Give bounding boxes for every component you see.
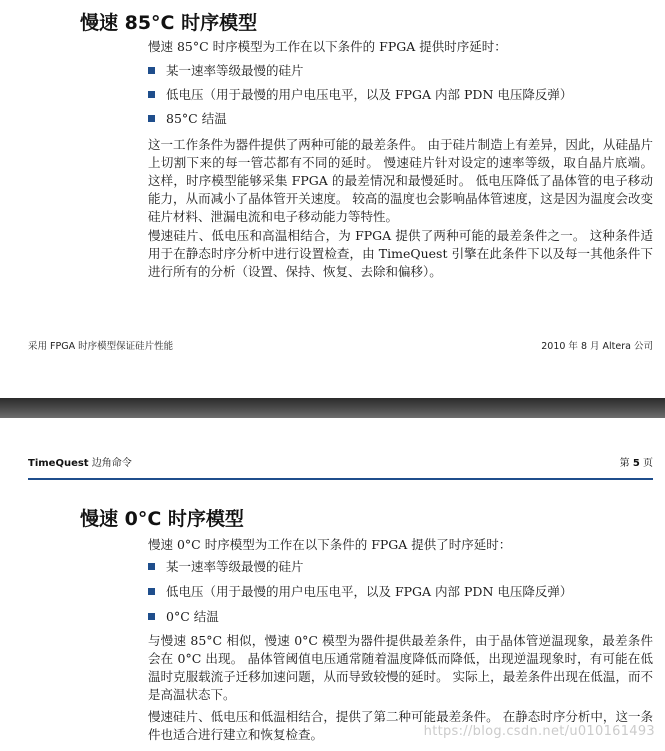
document-page-2 (0, 418, 665, 751)
watermark-url: https://blog.csdn.net/u010161493 (423, 724, 655, 739)
bullet-square-icon (148, 91, 155, 98)
bullet-item: 低电压（用于最慢的用户电压电平，以及 FPGA 内部 PDN 电压降反弹） (148, 86, 653, 104)
bullet-square-icon (148, 563, 155, 570)
bullet-item: 85°C 结温 (148, 110, 653, 128)
bullet-square-icon (148, 67, 155, 74)
footer-doc-title: 采用 FPGA 时序模型保证硅片性能 (28, 341, 174, 352)
header-subtitle: 边角命令 (91, 458, 132, 469)
paragraph: 这一工作条件为器件提供了两种可能的最差条件。 由于硅片制造上有差异，因此，从硅晶片上切割下来的每一管芯都有不同的延时。 慢速硅片针对设定的速率等级，取自晶片底端。 这样，时序模型能够采集 FPGA 的最差情况和最慢延时。 低电压降低了晶体管的电子移动能力，从而减小了晶体管开关速度。 较高的温度也会影响晶体管速度，这是因为温度会改变硅片材料、泄漏电流和电子移动能力等特性。 (148, 137, 653, 224)
header-brand: TimeQuest (28, 458, 89, 469)
paragraph: 慢速硅片、低电压和低温相结合，提供了第二种可能最差条件。 在静态时序分析中，这一条件也适合进行建立和恢复检查。 (148, 709, 653, 742)
page-separator (0, 398, 665, 418)
section-heading-85c: 慢速 85°C 时序模型 (80, 12, 258, 34)
bullet-item: 0°C 结温 (148, 608, 653, 626)
bullet-square-icon (148, 588, 155, 595)
footer-date-company: 2010 年 8 月 Altera 公司 (541, 341, 653, 352)
bullet-square-icon (148, 115, 155, 122)
bullet-item: 某一速率等级最慢的硅片 (148, 62, 653, 80)
page-header-title (28, 454, 132, 469)
page-number: 第 5 页 (619, 458, 653, 469)
intro-text: 慢速 0°C 时序模型为工作在以下条件的 FPGA 提供了时序延时： (148, 537, 512, 552)
intro-text: 慢速 85°C 时序模型为工作在以下条件的 FPGA 提供时序延时： (148, 39, 507, 54)
bullet-item: 低电压（用于最慢的用户电压电平，以及 FPGA 内部 PDN 电压降反弹） (148, 583, 653, 601)
section-heading-0c: 慢速 0°C 时序模型 (80, 508, 244, 530)
paragraph: 慢速硅片、低电压和高温相结合，为 FPGA 提供了两种可能的最差条件之一。 这种条件适用于在静态时序分析中进行设置检查，由 TimeQuest 引擎在此条件下以及每一其他条件下进行所有的分析（设置、保持、恢复、去除和偏移）。 (148, 228, 653, 279)
bullet-item: 某一速率等级最慢的硅片 (148, 558, 653, 576)
paragraph: 与慢速 85°C 相似，慢速 0°C 模型为器件提供最差条件，由于晶体管逆温现象，最差条件会在 0°C 出现。 晶体管阈值电压通常随着温度降低而降低，出现逆温现象时，有可能在低温时克服载流子迁移加速问题，从而导致较慢的延时。 实际上，最差条件出现在低温，而不是高温状态下。 (148, 633, 653, 702)
bullet-square-icon (148, 613, 155, 620)
header-divider (28, 478, 653, 480)
